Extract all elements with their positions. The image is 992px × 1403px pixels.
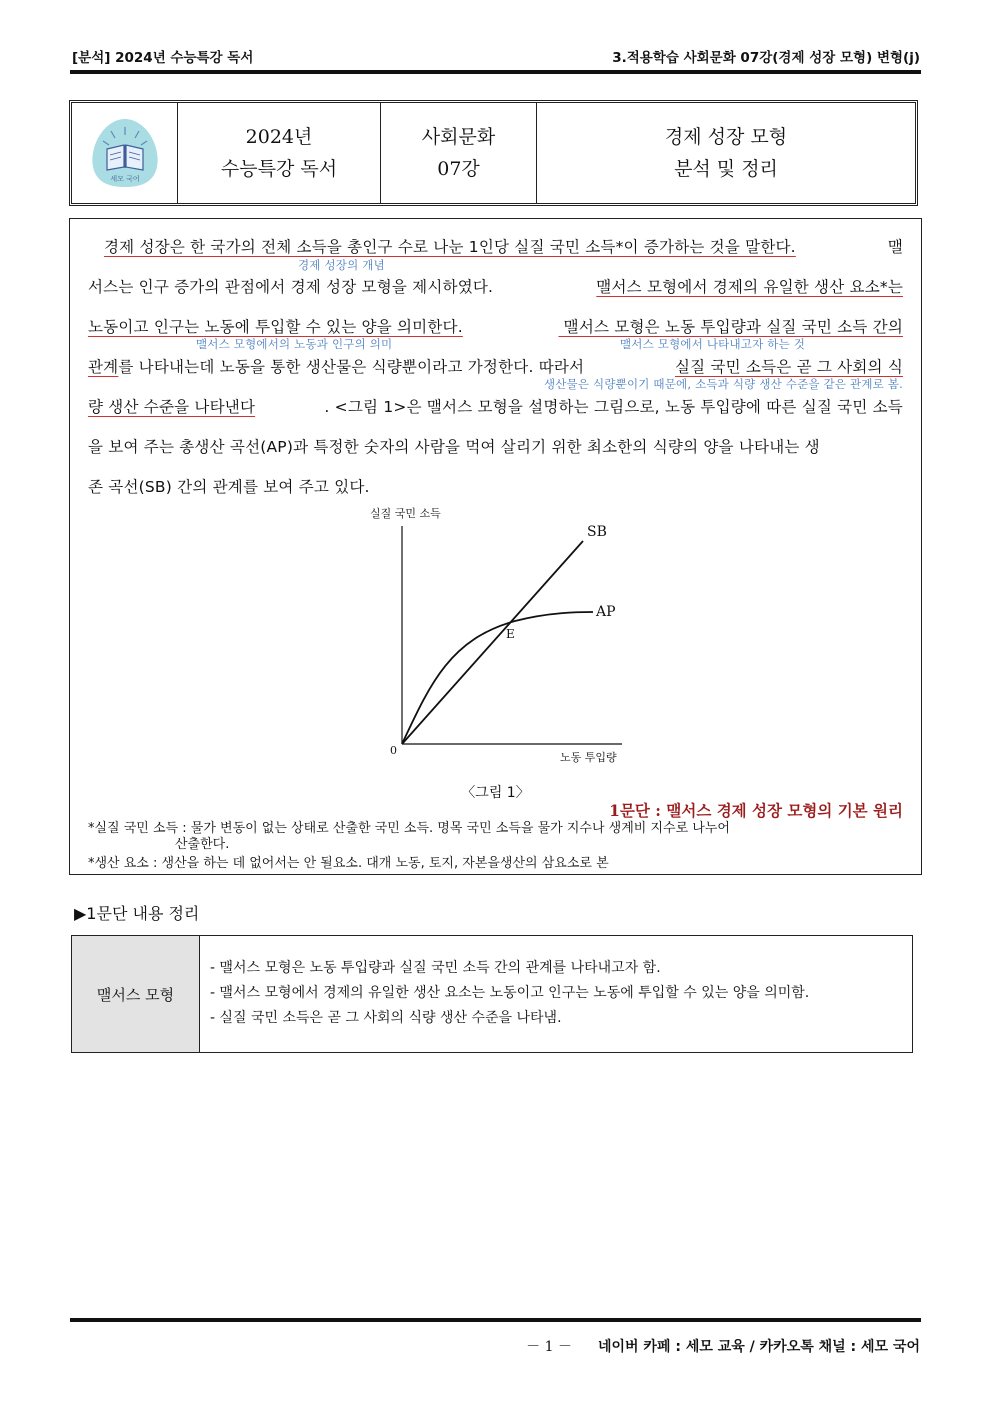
ap-curve <box>402 612 593 744</box>
title-subject: 사회문화 <box>421 126 496 148</box>
passage-line-6: 을 보여 주는 총생산 곡선(AP)과 특정한 숫자의 사람을 먹여 살리기 위한 최소한의 식량의 양을 나타내는 생 <box>88 438 820 456</box>
summary-item: - 맬서스 모형에서 경제의 유일한 생산 요소는 노동이고 인구는 노동에 투입할 수 있는 양을 의미함. <box>210 985 810 1001</box>
title-year: 2024년 <box>245 126 313 148</box>
passage-box <box>69 218 922 875</box>
footnote-real-income: *실질 국민 소득 : 물가 변동이 없는 상태로 산출한 국민 소득. 명목 국민 소득을 물가 지수나 생계비 지수로 나누어 <box>88 821 730 836</box>
passage-line-2: 서스는 인구 증가의 관점에서 경제 성장 모형을 제시하였다. 맬서스 모형에서 경제의 유일한 생산 요소*는 <box>88 275 903 299</box>
x-axis-label: 노동 투입량 <box>560 751 617 764</box>
title-lesson: 07강 <box>437 158 480 180</box>
figure-caption: 〈그림 1〉 <box>461 785 530 801</box>
annotation-note-1: 경제 성장의 개념 <box>298 258 385 272</box>
title-subtitle: 분석 및 정리 <box>674 158 778 180</box>
page-number: － 1 － <box>526 1339 572 1355</box>
equilibrium-label: E <box>506 627 515 641</box>
title-table <box>69 100 918 206</box>
underlined-factor: 맬서스 모형에서 경제의 유일한 생산 요소*는 <box>596 278 903 296</box>
book-logo-icon <box>87 115 163 191</box>
sb-curve <box>402 541 583 744</box>
underlined-income: 실질 국민 소득은 곧 그 사회의 식 <box>674 358 903 376</box>
title-cell-year <box>178 103 381 203</box>
paragraph-summary: 1문단 : 맬서스 경제 성장 모형의 기본 원리 <box>609 801 903 820</box>
summary-item: - 맬서스 모형은 노동 투입량과 실질 국민 소득 간의 관계를 나타내고자 함. <box>210 960 661 976</box>
header-left-title: [분석] 2024년 수능특강 독서 <box>72 50 254 66</box>
passage-line-5: 량 생산 수준을 나타낸다 . <그림 1>은 맬서스 모형을 설명하는 그림으로, 노동 투입량에 따른 실질 국민 소득 <box>88 398 903 416</box>
passage-line-4: 관계 를 나타내는데 노동을 통한 생산물은 식량뿐이라고 가정한다. 따라서 실질 국민 소득은 곧 그 사회의 식 <box>88 355 903 379</box>
summary-table-head: 맬서스 모형 <box>72 936 200 1052</box>
underlined-relation: 맬서스 모형은 노동 투입량과 실질 국민 소득 간의 <box>558 318 903 336</box>
underlined-definition: 경제 성장은 한 국가의 전체 소득을 총인구 수로 나눈 1인당 실질 국민 소득*이 증가하는 것을 말한다. <box>104 238 796 256</box>
annotation-note-4: 생산물은 식량뿐이기 때문에, 소득과 식량 생산 수준을 같은 관계로 봄. <box>543 377 903 391</box>
header-rule <box>70 70 921 74</box>
title-cell-subject <box>381 103 537 203</box>
y-axis-label: 실질 국민 소득 <box>370 507 441 520</box>
underlined-labor: 노동이고 인구는 노동에 투입할 수 있는 양을 의미한다. <box>88 318 463 336</box>
footer-rule <box>70 1318 921 1322</box>
section-title: ▶1문단 내용 정리 <box>74 904 200 923</box>
ap-label: AP <box>596 604 616 620</box>
title-topic: 경제 성장 모형 <box>664 126 788 148</box>
footer <box>526 1336 920 1356</box>
sb-label: SB <box>587 524 607 540</box>
summary-item: - 실질 국민 소득은 곧 그 사회의 식량 생산 수준을 나타냄. <box>210 1010 562 1026</box>
logo-text: 세모 국어 <box>109 175 140 183</box>
summary-table <box>71 935 913 1053</box>
passage-line-1: 경제 성장은 한 국가의 전체 소득을 총인구 수로 나눈 1인당 실질 국민 소득*이 증가하는 것을 말한다. 맬 <box>104 235 903 259</box>
title-cell-topic <box>537 103 915 203</box>
header-right-title: 3.적용학습 사회문화 07강(경제 성장 모형) 변형(j) <box>612 50 920 66</box>
passage-line-7: 존 곡선(SB) 간의 관계를 보여 주고 있다. <box>88 478 370 496</box>
origin-label: 0 <box>390 744 397 757</box>
title-book: 수능특강 독서 <box>220 158 338 180</box>
malthus-figure <box>350 504 650 799</box>
logo-cell <box>72 103 178 203</box>
annotation-note-2: 맬서스 모형에서의 노동과 인구의 의미 <box>196 337 393 351</box>
footnote-real-income-cont: 산출한다. <box>175 837 230 852</box>
footnote-production-factor: *생산 요소 : 생산을 하는 데 없어서는 안 될요소. 대개 노동, 토지, 자본을생산의 삼요소로 본 <box>88 856 609 871</box>
footer-text: 네이버 카페 : 세모 교육 / 카카오톡 채널 : 세모 국어 <box>597 1339 920 1355</box>
summary-table-body <box>210 956 904 1031</box>
annotation-note-3: 맬서스 모형에서 나타내고자 하는 것 <box>620 337 806 351</box>
